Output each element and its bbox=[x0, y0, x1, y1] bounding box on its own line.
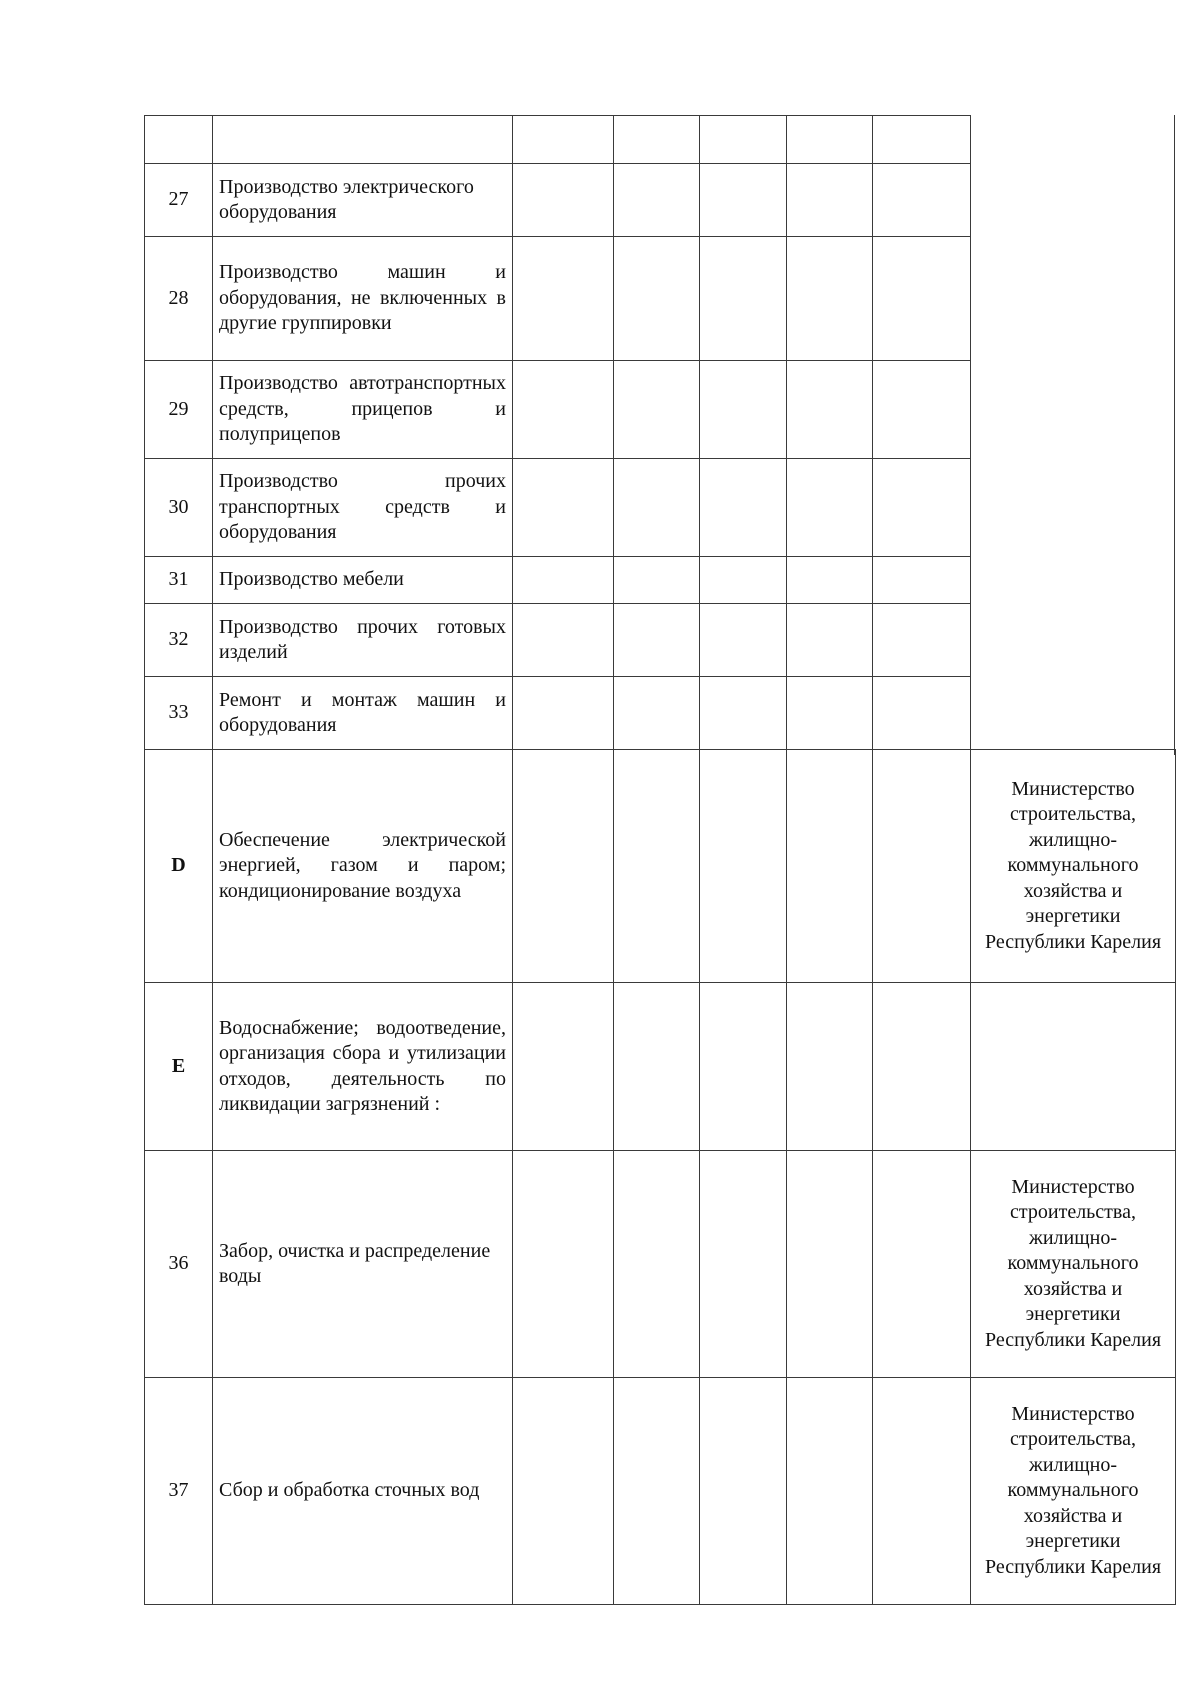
value-cell bbox=[513, 677, 614, 750]
value-cell bbox=[787, 116, 873, 164]
value-cell bbox=[513, 1378, 614, 1605]
row-name: Сбор и обработка сточных вод bbox=[213, 1378, 513, 1605]
value-cell bbox=[614, 1378, 700, 1605]
value-cell bbox=[873, 557, 971, 604]
row-code: 36 bbox=[145, 1151, 213, 1378]
value-cell bbox=[700, 677, 787, 750]
row-code: 33 bbox=[145, 677, 213, 750]
table-row bbox=[145, 983, 1176, 1151]
value-cell bbox=[513, 361, 614, 459]
value-cell bbox=[700, 604, 787, 677]
value-cell bbox=[700, 557, 787, 604]
value-cell bbox=[700, 116, 787, 164]
value-cell bbox=[873, 1378, 971, 1605]
value-cell bbox=[614, 361, 700, 459]
ministry-cell bbox=[971, 116, 1176, 750]
table-row bbox=[145, 116, 1176, 164]
value-cell bbox=[614, 983, 700, 1151]
value-cell bbox=[873, 983, 971, 1151]
value-cell bbox=[614, 1151, 700, 1378]
value-cell bbox=[700, 983, 787, 1151]
row-code: 30 bbox=[145, 459, 213, 557]
value-cell bbox=[513, 557, 614, 604]
row-name: Производство прочих транспортных средств и оборудования bbox=[213, 459, 513, 557]
row-name: Обеспечение электрической энергией, газом и паром; кондиционирование воздуха bbox=[213, 750, 513, 983]
value-cell bbox=[873, 677, 971, 750]
value-cell bbox=[787, 361, 873, 459]
value-cell bbox=[787, 1378, 873, 1605]
value-cell bbox=[873, 604, 971, 677]
value-cell bbox=[787, 459, 873, 557]
value-cell bbox=[700, 459, 787, 557]
value-cell bbox=[873, 361, 971, 459]
value-cell bbox=[513, 983, 614, 1151]
row-name: Производство электрического оборудования bbox=[213, 164, 513, 237]
table-row bbox=[145, 1151, 1176, 1378]
value-cell bbox=[873, 750, 971, 983]
value-cell bbox=[513, 750, 614, 983]
value-cell bbox=[700, 164, 787, 237]
row-code: D bbox=[145, 750, 213, 983]
ministry-cell bbox=[971, 983, 1176, 1151]
value-cell bbox=[700, 237, 787, 361]
value-cell bbox=[700, 361, 787, 459]
value-cell bbox=[787, 164, 873, 237]
row-code: E bbox=[145, 983, 213, 1151]
value-cell bbox=[873, 164, 971, 237]
value-cell bbox=[614, 116, 700, 164]
ministry-cell: Министерство строительства, жилищно-коммунального хозяйства и энергетики Республики Карелия bbox=[971, 750, 1176, 983]
value-cell bbox=[513, 459, 614, 557]
row-name: Производство автотранспортных средств, прицепов и полуприцепов bbox=[213, 361, 513, 459]
value-cell bbox=[787, 557, 873, 604]
value-cell bbox=[700, 1151, 787, 1378]
row-code: 29 bbox=[145, 361, 213, 459]
row-code: 28 bbox=[145, 237, 213, 361]
value-cell bbox=[614, 604, 700, 677]
value-cell bbox=[873, 237, 971, 361]
row-code bbox=[145, 116, 213, 164]
value-cell bbox=[513, 237, 614, 361]
value-cell bbox=[787, 750, 873, 983]
row-name: Забор, очистка и распределение воды bbox=[213, 1151, 513, 1378]
value-cell bbox=[873, 116, 971, 164]
value-cell bbox=[513, 1151, 614, 1378]
value-cell bbox=[614, 677, 700, 750]
value-cell bbox=[787, 237, 873, 361]
value-cell bbox=[873, 459, 971, 557]
row-code: 31 bbox=[145, 557, 213, 604]
row-code: 32 bbox=[145, 604, 213, 677]
row-code: 27 bbox=[145, 164, 213, 237]
value-cell bbox=[787, 983, 873, 1151]
value-cell bbox=[513, 116, 614, 164]
row-name bbox=[213, 116, 513, 164]
value-cell bbox=[787, 677, 873, 750]
row-name: Производство прочих готовых изделий bbox=[213, 604, 513, 677]
row-name: Производство мебели bbox=[213, 557, 513, 604]
value-cell bbox=[513, 604, 614, 677]
value-cell bbox=[614, 237, 700, 361]
value-cell bbox=[614, 459, 700, 557]
ministry-cell: Министерство строительства, жилищно-коммунального хозяйства и энергетики Республики Карелия bbox=[971, 1151, 1176, 1378]
table-row bbox=[145, 1378, 1176, 1605]
row-name: Производство машин и оборудования, не включенных в другие группировки bbox=[213, 237, 513, 361]
table-row bbox=[145, 750, 1176, 983]
ministry-cell: Министерство строительства, жилищно-коммунального хозяйства и энергетики Республики Карелия bbox=[971, 1378, 1176, 1605]
row-name: Ремонт и монтаж машин и оборудования bbox=[213, 677, 513, 750]
value-cell bbox=[787, 604, 873, 677]
value-cell bbox=[614, 164, 700, 237]
value-cell bbox=[873, 1151, 971, 1378]
row-code: 37 bbox=[145, 1378, 213, 1605]
table-right-border bbox=[1174, 115, 1175, 755]
row-name: Водоснабжение; водоотведение, организация сбора и утилизации отходов, деятельность по ликвидации загрязнений : bbox=[213, 983, 513, 1151]
value-cell bbox=[700, 750, 787, 983]
value-cell bbox=[614, 557, 700, 604]
value-cell bbox=[614, 750, 700, 983]
value-cell bbox=[700, 1378, 787, 1605]
industry-table bbox=[144, 115, 1176, 1605]
value-cell bbox=[513, 164, 614, 237]
value-cell bbox=[787, 1151, 873, 1378]
